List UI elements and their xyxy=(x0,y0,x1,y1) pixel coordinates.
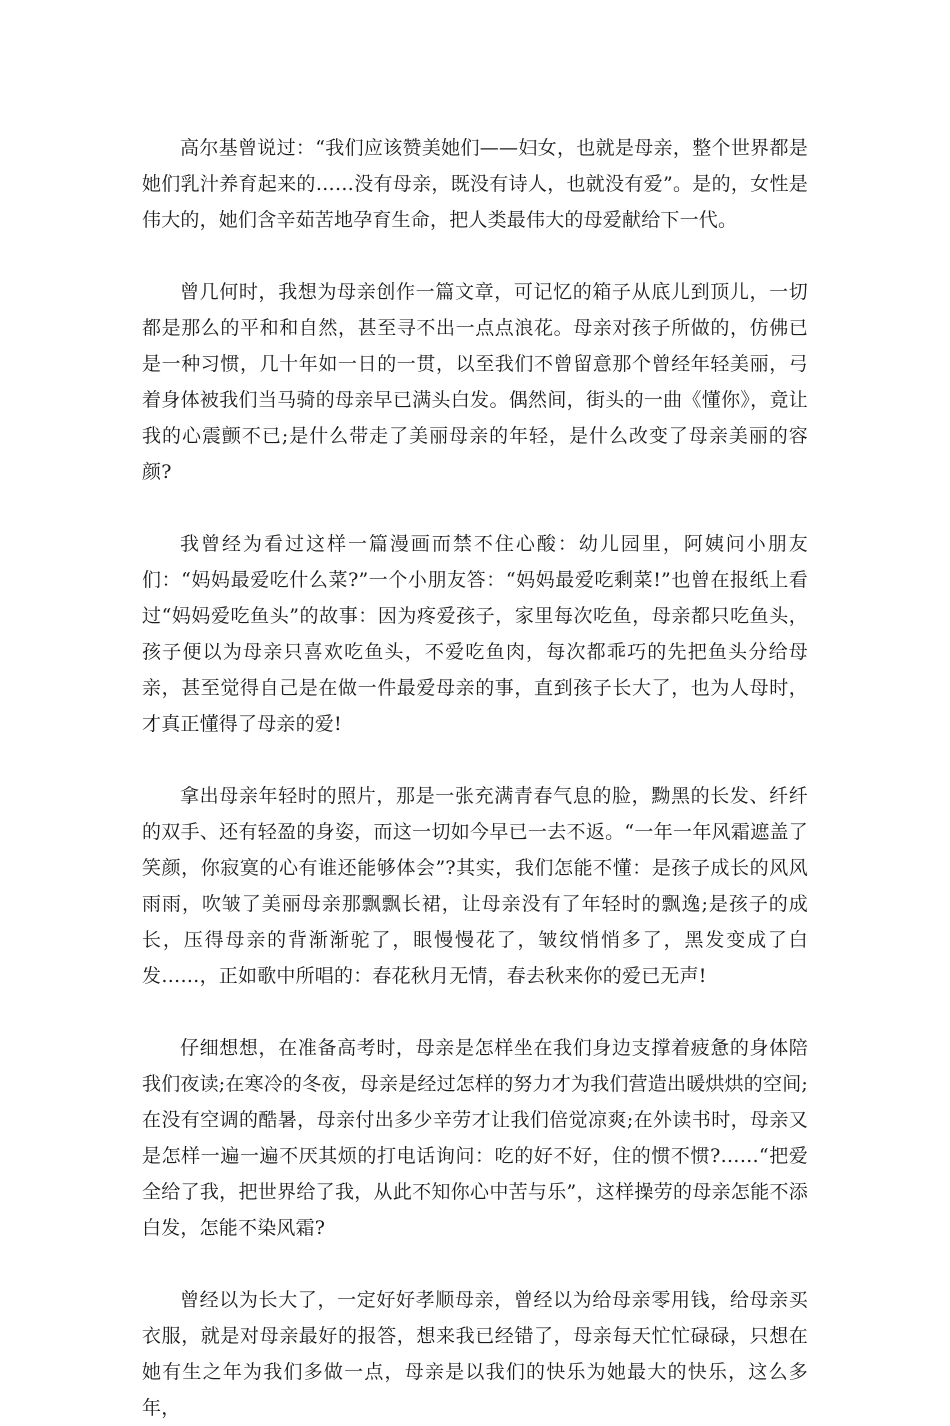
paragraph: 曾几何时，我想为母亲创作一篇文章，可记忆的箱子从底儿到顶儿，一切都是那么的平和和自然，甚至寻不出一点点浪花。母亲对孩子所做的，仿佛已是一种习惯，几十年如一日的一贯，以至我们不曾留意那个曾经年轻美丽，弓着身体被我们当马骑的母亲早已满头白发。偶然间，街头的一曲《懂你》，竟让我的心震颤不已;是什么带走了美丽母亲的年轻，是什么改变了母亲美丽的容颜? xyxy=(142,281,808,483)
paragraph: 高尔基曾说过：“我们应该赞美她们——妇女，也就是母亲，整个世界都是她们乳汁养育起来的……没有母亲，既没有诗人，也就没有爱”。是的，女性是伟大的，她们含辛茹苦地孕育生命，把人类最伟大的母爱献给下一代。 xyxy=(142,137,808,231)
article-body xyxy=(142,130,808,1426)
paragraph: 拿出母亲年轻时的照片，那是一张充满青春气息的脸，黝黑的长发、纤纤的双手、还有轻盈的身姿，而这一切如今早已一去不返。“一年一年风霜遮盖了笑颜，你寂寞的心有谁还能够体会”?其实，我们怎能不懂：是孩子成长的风风雨雨，吹皱了美丽母亲那飘飘长裙，让母亲没有了年轻时的飘逸;是孩子的成长，压得母亲的背渐渐驼了，眼慢慢花了，皱纹悄悄多了，黑发变成了白发……，正如歌中所唱的：春花秋月无情，春去秋来你的爱已无声! xyxy=(142,785,808,987)
paragraph: 我曾经为看过这样一篇漫画而禁不住心酸：幼儿园里，阿姨问小朋友们：“妈妈最爱吃什么菜?”一个小朋友答：“妈妈最爱吃剩菜!”也曾在报纸上看过“妈妈爱吃鱼头”的故事：因为疼爱孩子，家里每次吃鱼，母亲都只吃鱼头，孩子便以为母亲只喜欢吃鱼头，不爱吃鱼肉，每次都乖巧的先把鱼头分给母亲，甚至觉得自己是在做一件最爱母亲的事，直到孩子长大了，也为人母时，才真正懂得了母亲的爱! xyxy=(142,533,808,735)
paragraph: 仔细想想，在准备高考时，母亲是怎样坐在我们身边支撑着疲惫的身体陪我们夜读;在寒冷的冬夜，母亲是经过怎样的努力才为我们营造出暖烘烘的空间;在没有空调的酷暑，母亲付出多少辛劳才让我们倍觉凉爽;在外读书时，母亲又是怎样一遍一遍不厌其烦的打电话询问：吃的好不好，住的惯不惯?……“把爱全给了我，把世界给了我，从此不知你心中苦与乐”，这样操劳的母亲怎能不添白发，怎能不染风霜? xyxy=(142,1037,809,1239)
paragraph: 曾经以为长大了，一定好好孝顺母亲，曾经以为给母亲零用钱，给母亲买衣服，就是对母亲最好的报答，想来我已经错了，母亲每天忙忙碌碌，只想在她有生之年为我们多做一点，母亲是以我们的快乐为她最大的快乐，这么多年， xyxy=(142,1289,808,1419)
